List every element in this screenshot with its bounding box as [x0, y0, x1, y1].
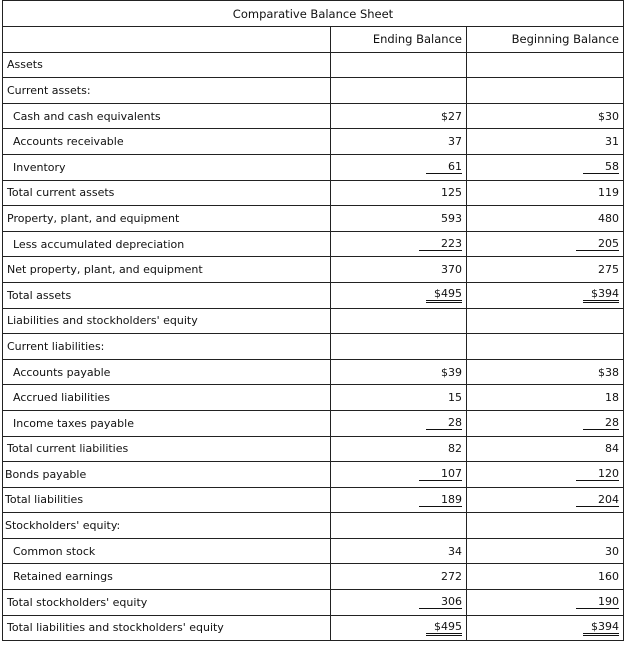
value-cell-beginning: [467, 129, 624, 155]
table-row: [3, 78, 624, 104]
value-cell-beginning: [467, 513, 624, 539]
value-ending: $495: [426, 287, 462, 303]
row-label: Current assets:: [3, 78, 331, 104]
value-cell-ending: [331, 462, 467, 488]
value-beginning: 480: [598, 211, 619, 225]
value-cell-ending: [331, 564, 467, 590]
value-cell-ending: [331, 308, 467, 334]
value-cell-beginning: [467, 334, 624, 360]
row-label: Income taxes payable: [3, 410, 331, 436]
value-cell-ending: [331, 615, 467, 641]
value-ending: 37: [448, 135, 462, 149]
table-row: [3, 359, 624, 385]
table-row: [3, 487, 624, 513]
table-row: [3, 538, 624, 564]
value-beginning: 204: [576, 493, 619, 507]
value-cell-beginning: [467, 282, 624, 308]
value-ending: $27: [441, 109, 462, 123]
table-row: [3, 282, 624, 308]
table-row: [3, 410, 624, 436]
table-row: [3, 231, 624, 257]
value-cell-ending: [331, 129, 467, 155]
value-beginning: 28: [583, 416, 619, 430]
value-beginning: 160: [598, 570, 619, 584]
value-cell-ending: [331, 538, 467, 564]
value-ending: 223: [419, 237, 462, 251]
row-label: Less accumulated depreciation: [3, 231, 331, 257]
value-cell-ending: [331, 513, 467, 539]
row-label: Assets: [3, 52, 331, 78]
value-cell-beginning: [467, 410, 624, 436]
value-beginning: 205: [576, 237, 619, 251]
row-label: Liabilities and stockholders' equity: [3, 308, 331, 334]
table-row: [3, 615, 624, 641]
title-row: [3, 1, 624, 27]
row-label: Total stockholders' equity: [3, 590, 331, 616]
value-cell-ending: [331, 282, 467, 308]
column-header-beginning: Beginning Balance: [467, 27, 624, 53]
row-label: Total liabilities: [3, 487, 331, 513]
column-header-ending: Ending Balance: [331, 27, 467, 53]
table-row: [3, 103, 624, 129]
value-beginning: 190: [576, 595, 619, 609]
value-cell-beginning: [467, 180, 624, 206]
value-cell-beginning: [467, 231, 624, 257]
value-cell-ending: [331, 206, 467, 232]
value-cell-ending: [331, 385, 467, 411]
value-cell-beginning: [467, 52, 624, 78]
value-cell-beginning: [467, 359, 624, 385]
value-cell-ending: [331, 359, 467, 385]
value-cell-beginning: [467, 257, 624, 283]
table-row: [3, 180, 624, 206]
value-ending: 593: [441, 211, 462, 225]
row-label: Total current liabilities: [3, 436, 331, 462]
value-beginning: 31: [605, 135, 619, 149]
value-ending: 370: [441, 263, 462, 277]
table-row: [3, 206, 624, 232]
header-blank-cell: [3, 27, 331, 53]
row-label: Total assets: [3, 282, 331, 308]
table-row: [3, 513, 624, 539]
value-beginning: 84: [605, 442, 619, 456]
table-body: [3, 1, 624, 641]
value-beginning: 119: [598, 186, 619, 200]
row-label: Common stock: [3, 538, 331, 564]
value-ending: 28: [426, 416, 462, 430]
row-label: Net property, plant, and equipment: [3, 257, 331, 283]
value-cell-beginning: [467, 538, 624, 564]
row-label: Accounts payable: [3, 359, 331, 385]
table-row: [3, 334, 624, 360]
value-ending: 306: [419, 595, 462, 609]
row-label: Bonds payable: [3, 462, 331, 488]
value-ending: $495: [426, 620, 462, 636]
table-row: [3, 385, 624, 411]
value-cell-beginning: [467, 462, 624, 488]
value-ending: 61: [426, 160, 462, 174]
sheet-title: Comparative Balance Sheet: [3, 1, 624, 27]
value-beginning: 18: [605, 391, 619, 405]
value-cell-ending: [331, 231, 467, 257]
value-beginning: $394: [583, 287, 619, 303]
row-label: Stockholders' equity:: [3, 513, 331, 539]
value-cell-beginning: [467, 154, 624, 180]
balance-sheet-table: [2, 0, 624, 641]
value-cell-beginning: [467, 615, 624, 641]
row-label: Accounts receivable: [3, 129, 331, 155]
value-cell-ending: [331, 410, 467, 436]
table-row: [3, 590, 624, 616]
value-cell-ending: [331, 436, 467, 462]
value-cell-beginning: [467, 308, 624, 334]
value-cell-ending: [331, 154, 467, 180]
value-ending: 82: [448, 442, 462, 456]
value-beginning: 58: [583, 160, 619, 174]
row-label: Inventory: [3, 154, 331, 180]
row-label: Accrued liabilities: [3, 385, 331, 411]
value-ending: $39: [441, 365, 462, 379]
value-cell-beginning: [467, 564, 624, 590]
table-row: [3, 154, 624, 180]
table-row: [3, 52, 624, 78]
table-row: [3, 564, 624, 590]
header-row: [3, 27, 624, 53]
table-row: [3, 257, 624, 283]
value-ending: 34: [448, 544, 462, 558]
value-cell-ending: [331, 334, 467, 360]
row-label: Cash and cash equivalents: [3, 103, 331, 129]
row-label: Total liabilities and stockholders' equity: [3, 615, 331, 641]
row-label: Property, plant, and equipment: [3, 206, 331, 232]
value-cell-beginning: [467, 206, 624, 232]
value-cell-ending: [331, 103, 467, 129]
value-cell-ending: [331, 52, 467, 78]
value-cell-beginning: [467, 385, 624, 411]
row-label: Retained earnings: [3, 564, 331, 590]
value-ending: 189: [419, 493, 462, 507]
value-beginning: 275: [598, 263, 619, 277]
value-ending: 107: [419, 467, 462, 481]
value-cell-ending: [331, 487, 467, 513]
table-row: [3, 308, 624, 334]
value-beginning: $38: [598, 365, 619, 379]
value-ending: 15: [448, 391, 462, 405]
value-ending: 272: [441, 570, 462, 584]
table-row: [3, 462, 624, 488]
value-cell-ending: [331, 257, 467, 283]
value-cell-beginning: [467, 487, 624, 513]
balance-sheet: [2, 0, 623, 641]
table-row: [3, 436, 624, 462]
value-beginning: $30: [598, 109, 619, 123]
row-label: Total current assets: [3, 180, 331, 206]
value-cell-ending: [331, 180, 467, 206]
value-cell-beginning: [467, 103, 624, 129]
value-cell-beginning: [467, 436, 624, 462]
value-cell-ending: [331, 78, 467, 104]
value-beginning: 30: [605, 544, 619, 558]
value-cell-ending: [331, 590, 467, 616]
row-label: Current liabilities:: [3, 334, 331, 360]
value-beginning: 120: [576, 467, 619, 481]
value-ending: 125: [441, 186, 462, 200]
value-beginning: $394: [583, 620, 619, 636]
value-cell-beginning: [467, 78, 624, 104]
table-row: [3, 129, 624, 155]
value-cell-beginning: [467, 590, 624, 616]
